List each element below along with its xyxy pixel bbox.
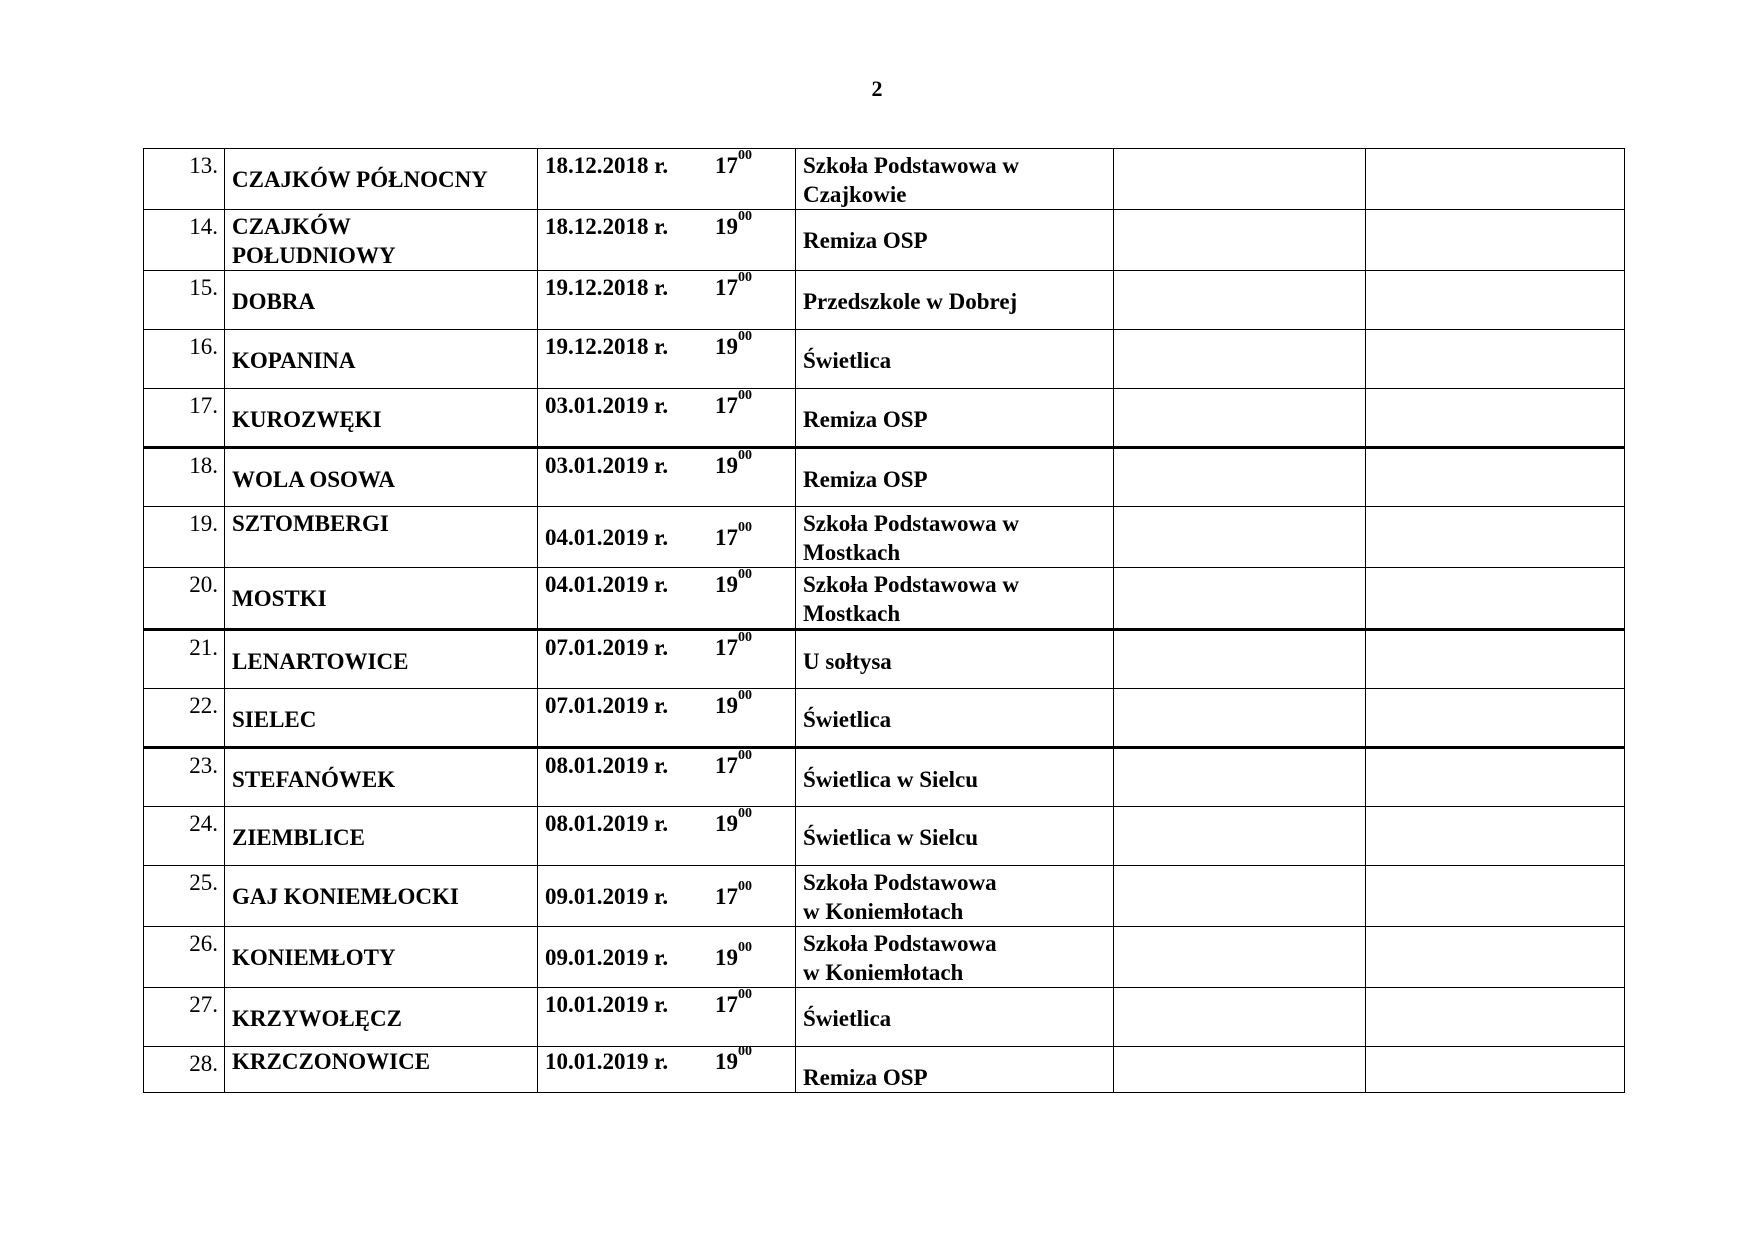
row-number: 18. (144, 448, 225, 507)
venue: Świetlica w Sielcu (796, 807, 1114, 866)
empty-cell (1114, 568, 1366, 630)
empty-cell (1114, 630, 1366, 689)
meeting-minutes: 00 (738, 630, 752, 645)
meeting-date: 07.01.2019 r. (545, 693, 669, 718)
venue: Remiza OSP (796, 210, 1114, 271)
venue: Remiza OSP (796, 389, 1114, 448)
table-row (144, 149, 1625, 210)
venue: Szkoła Podstawowa w Czajkowie (796, 149, 1114, 210)
table-row (144, 630, 1625, 689)
meeting-minutes: 00 (738, 388, 752, 403)
place-name: STEFANÓWEK (225, 748, 538, 807)
meeting-hour: 19 (715, 572, 738, 597)
empty-cell (1366, 807, 1625, 866)
meeting-time (715, 388, 752, 418)
meeting-time (715, 520, 752, 550)
table-row (144, 689, 1625, 748)
empty-cell (1366, 271, 1625, 330)
empty-cell (1114, 210, 1366, 271)
meeting-datetime (538, 389, 796, 448)
table-row (144, 568, 1625, 630)
meeting-time (715, 879, 752, 909)
meeting-datetime (538, 689, 796, 748)
table-row (144, 389, 1625, 448)
empty-cell (1114, 807, 1366, 866)
meeting-time (715, 748, 752, 778)
empty-cell (1114, 988, 1366, 1047)
meeting-datetime (538, 568, 796, 630)
meeting-minutes: 00 (738, 879, 752, 894)
venue: Świetlica (796, 689, 1114, 748)
table-row (144, 866, 1625, 927)
meeting-date: 09.01.2019 r. (545, 884, 669, 909)
meeting-datetime (538, 988, 796, 1047)
empty-cell (1366, 988, 1625, 1047)
meeting-hour: 19 (715, 1049, 738, 1074)
row-number: 16. (144, 330, 225, 389)
meeting-hour: 17 (715, 153, 738, 178)
empty-cell (1114, 330, 1366, 389)
meeting-hour: 17 (715, 393, 738, 418)
meeting-datetime (538, 1044, 796, 1093)
empty-cell (1114, 927, 1366, 988)
empty-cell (1114, 689, 1366, 748)
meeting-date: 19.12.2018 r. (545, 334, 669, 359)
place-name: KUROZWĘKI (225, 389, 538, 448)
meeting-minutes: 00 (738, 806, 752, 821)
empty-cell (1366, 630, 1625, 689)
place-name: MOSTKI (225, 568, 538, 630)
meeting-hour: 17 (715, 635, 738, 660)
meeting-hour: 19 (715, 693, 738, 718)
place-name: LENARTOWICE (225, 630, 538, 689)
table-row (144, 988, 1625, 1047)
venue: Świetlica (796, 988, 1114, 1047)
meeting-hour: 17 (715, 884, 738, 909)
meeting-date: 03.01.2019 r. (545, 453, 669, 478)
meeting-date: 04.01.2019 r. (545, 572, 669, 597)
empty-cell (1366, 927, 1625, 988)
place-name: CZAJKÓW POŁUDNIOWY (225, 210, 538, 271)
venue: Remiza OSP (796, 448, 1114, 507)
place-name: KONIEMŁOTY (225, 927, 538, 988)
meeting-time (715, 987, 752, 1017)
place-name: ZIEMBLICE (225, 807, 538, 866)
empty-cell (1366, 448, 1625, 507)
meeting-time (715, 688, 752, 718)
meeting-time (715, 630, 752, 660)
row-number: 27. (144, 988, 225, 1047)
meeting-time (715, 806, 752, 836)
venue: Szkoła Podstawowa w Mostkach (796, 568, 1114, 630)
empty-cell (1114, 149, 1366, 210)
meeting-time (715, 940, 752, 970)
table-row (144, 507, 1625, 568)
empty-cell (1114, 748, 1366, 807)
schedule-table (143, 148, 1625, 1093)
place-name: KOPANINA (225, 330, 538, 389)
meeting-minutes: 00 (738, 520, 752, 535)
empty-cell (1114, 1047, 1366, 1093)
meeting-minutes: 00 (738, 329, 752, 344)
venue: Szkoła Podstawowa w Koniemłotach (796, 866, 1114, 927)
meeting-datetime (538, 507, 796, 568)
place-name: DOBRA (225, 271, 538, 330)
row-number: 23. (144, 748, 225, 807)
row-number: 13. (144, 149, 225, 210)
venue: Przedszkole w Dobrej (796, 271, 1114, 330)
empty-cell (1366, 1047, 1625, 1093)
meeting-hour: 19 (715, 811, 738, 836)
schedule-rows (144, 149, 1625, 1093)
table-row (144, 1047, 1625, 1093)
table-row (144, 748, 1625, 807)
meeting-date: 10.01.2019 r. (545, 1049, 669, 1074)
meeting-time (715, 567, 752, 597)
empty-cell (1366, 689, 1625, 748)
page-number: 2 (871, 76, 883, 101)
row-number: 15. (144, 271, 225, 330)
place-name: WOLA OSOWA (225, 448, 538, 507)
place-name: SIELEC (225, 689, 538, 748)
meeting-time (715, 209, 752, 239)
empty-cell (1366, 389, 1625, 448)
place-name: CZAJKÓW PÓŁNOCNY (225, 149, 538, 210)
empty-cell (1114, 507, 1366, 568)
meeting-hour: 19 (715, 945, 738, 970)
meeting-datetime (538, 630, 796, 689)
meeting-datetime (538, 807, 796, 866)
meeting-datetime (538, 448, 796, 507)
meeting-minutes: 00 (738, 940, 752, 955)
meeting-datetime (538, 927, 796, 988)
meeting-datetime (538, 866, 796, 927)
venue: Świetlica w Sielcu (796, 748, 1114, 807)
empty-cell (1366, 568, 1625, 630)
row-number: 21. (144, 630, 225, 689)
meeting-hour: 17 (715, 753, 738, 778)
empty-cell (1366, 330, 1625, 389)
empty-cell (1114, 448, 1366, 507)
empty-cell (1366, 210, 1625, 271)
row-number: 17. (144, 389, 225, 448)
meeting-datetime (538, 330, 796, 389)
meeting-datetime (538, 149, 796, 210)
row-number: 20. (144, 568, 225, 630)
meeting-date: 07.01.2019 r. (545, 635, 669, 660)
meeting-date: 08.01.2019 r. (545, 811, 669, 836)
meeting-time (715, 448, 752, 478)
meeting-datetime (538, 748, 796, 807)
table-row (144, 271, 1625, 330)
meeting-date: 19.12.2018 r. (545, 275, 669, 300)
row-number: 26. (144, 927, 225, 988)
row-number: 28. (144, 1047, 225, 1093)
table-row (144, 448, 1625, 507)
meeting-date: 09.01.2019 r. (545, 945, 669, 970)
empty-cell (1114, 866, 1366, 927)
meeting-date: 04.01.2019 r. (545, 525, 669, 550)
row-number: 22. (144, 689, 225, 748)
row-number: 14. (144, 210, 225, 271)
meeting-date: 18.12.2018 r. (545, 153, 669, 178)
place-name: KRZCZONOWICE (225, 1047, 538, 1093)
row-number: 25. (144, 866, 225, 927)
venue: Świetlica (796, 330, 1114, 389)
meeting-minutes: 00 (738, 1044, 752, 1059)
meeting-date: 03.01.2019 r. (545, 393, 669, 418)
meeting-date: 10.01.2019 r. (545, 992, 669, 1017)
meeting-time (715, 329, 752, 359)
row-number: 24. (144, 807, 225, 866)
meeting-minutes: 00 (738, 748, 752, 763)
meeting-time (715, 1044, 752, 1074)
table-row (144, 807, 1625, 866)
meeting-time (715, 148, 752, 178)
table-row (144, 927, 1625, 988)
meeting-minutes: 00 (738, 270, 752, 285)
meeting-hour: 19 (715, 334, 738, 359)
meeting-datetime (538, 271, 796, 330)
table-row (144, 330, 1625, 389)
place-name: KRZYWOŁĘCZ (225, 988, 538, 1047)
meeting-datetime (538, 210, 796, 271)
empty-cell (1114, 389, 1366, 448)
meeting-date: 18.12.2018 r. (545, 214, 669, 239)
meeting-hour: 19 (715, 214, 738, 239)
place-name: GAJ KONIEMŁOCKI (225, 866, 538, 927)
meeting-hour: 17 (715, 525, 738, 550)
meeting-hour: 17 (715, 992, 738, 1017)
empty-cell (1114, 271, 1366, 330)
meeting-minutes: 00 (738, 567, 752, 582)
empty-cell (1366, 748, 1625, 807)
venue: U sołtysa (796, 630, 1114, 689)
meeting-minutes: 00 (738, 688, 752, 703)
empty-cell (1366, 507, 1625, 568)
meeting-minutes: 00 (738, 209, 752, 224)
empty-cell (1366, 149, 1625, 210)
venue: Remiza OSP (796, 1047, 1114, 1093)
table-row (144, 210, 1625, 271)
row-number: 19. (144, 507, 225, 568)
meeting-minutes: 00 (738, 148, 752, 163)
venue: Szkoła Podstawowa w Koniemłotach (796, 927, 1114, 988)
place-name: SZTOMBERGI (225, 507, 538, 568)
empty-cell (1366, 866, 1625, 927)
meeting-minutes: 00 (738, 448, 752, 463)
meeting-hour: 19 (715, 453, 738, 478)
meeting-hour: 17 (715, 275, 738, 300)
meeting-date: 08.01.2019 r. (545, 753, 669, 778)
meeting-minutes: 00 (738, 987, 752, 1002)
meeting-time (715, 270, 752, 300)
venue: Szkoła Podstawowa w Mostkach (796, 507, 1114, 568)
